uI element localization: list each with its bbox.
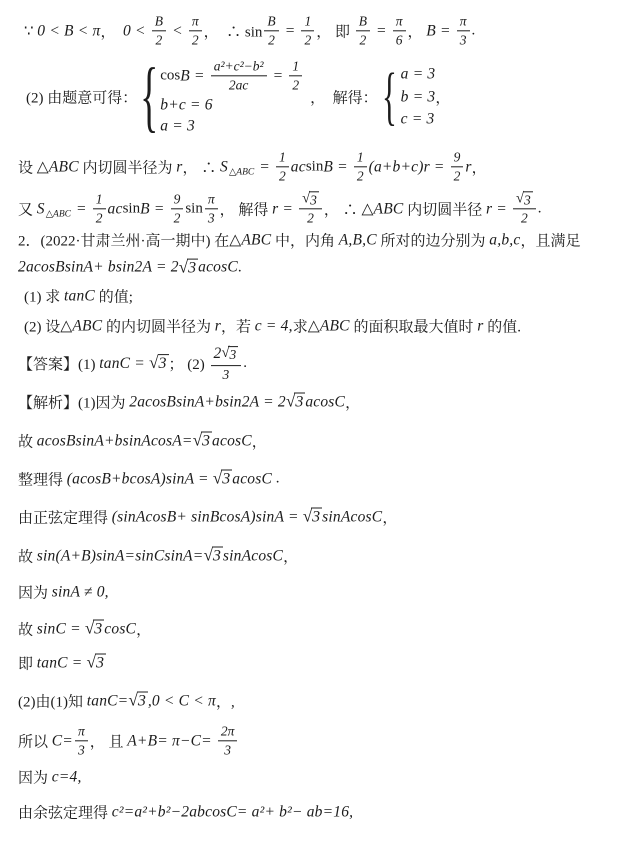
text-run: sin <box>305 158 324 175</box>
content-line <box>18 802 353 823</box>
math-run: S <box>220 158 228 175</box>
math-run: a,b,c <box>489 231 521 248</box>
math-run: acosBsinA+bsinAcosA= <box>36 432 193 449</box>
fraction <box>171 191 184 226</box>
fraction-numerator <box>299 191 322 209</box>
math-run: = <box>371 22 391 39</box>
cases-row <box>160 118 195 136</box>
fraction-numerator: B <box>152 13 166 31</box>
left-brace-glyph: { <box>140 52 159 141</box>
text-run: 内切圆半径 <box>403 202 486 219</box>
math-run: sinAcosC <box>222 547 284 564</box>
cases-rows <box>160 58 304 135</box>
math-run: △ABC <box>36 158 79 176</box>
math-run: ac <box>290 158 306 175</box>
fraction-denominator: 3 <box>459 32 467 48</box>
radicand: 3 <box>96 654 105 672</box>
text-run: 即 <box>18 656 37 673</box>
fraction-numerator: 1 <box>289 58 302 76</box>
fraction-denominator: 3 <box>222 366 230 382</box>
math-run: (acosB+bcosA)sinA = <box>66 470 213 487</box>
math-run: △ABC <box>60 317 103 335</box>
math-run: c=4, <box>51 768 82 785</box>
fraction-denominator: 2 <box>307 210 314 226</box>
radical-sign: √ <box>192 430 203 450</box>
math-run: = <box>280 22 300 39</box>
text-run: ， <box>407 24 427 41</box>
fraction-denominator: 3 <box>224 742 232 758</box>
math-run: ,0 < C < π <box>147 692 216 709</box>
cases-row <box>401 66 436 84</box>
math-run: acosC <box>232 470 273 487</box>
text-run: ， 即 <box>316 24 354 41</box>
text-run: ，若 <box>221 319 255 336</box>
text-run: 故 <box>18 549 37 566</box>
fraction-denominator: 2 <box>359 32 367 48</box>
math-run: r <box>214 317 221 334</box>
text-run: ， 且 <box>89 734 128 751</box>
sqrt <box>87 654 106 673</box>
text-run: 求 <box>292 319 308 336</box>
text-run: ， <box>471 160 487 177</box>
text-run: 故 <box>18 434 37 451</box>
text-run: 故 <box>18 622 37 639</box>
content-line <box>26 52 456 141</box>
fraction <box>152 13 166 48</box>
radical-sign: √ <box>212 468 223 488</box>
math-run: 2 <box>213 345 222 363</box>
text-run: 【解析】(1)因为 <box>18 395 130 412</box>
fraction <box>457 13 470 48</box>
radicand: 3 <box>202 432 211 450</box>
math-run: B = <box>140 200 169 217</box>
radicand: 3 <box>229 347 237 363</box>
cases-group <box>382 61 451 133</box>
math-run: A+B= π−C= <box>127 732 216 749</box>
fraction-numerator: π <box>393 13 406 31</box>
sqrt <box>221 346 238 362</box>
text-run: ， <box>435 90 451 107</box>
cases-row <box>401 111 435 129</box>
fraction <box>189 13 202 48</box>
text-run: . <box>272 470 280 487</box>
math-run: a = 3 <box>160 117 195 135</box>
fraction-numerator: 2π <box>218 723 238 741</box>
sqrt <box>286 393 305 412</box>
math-run: sinC = <box>36 620 85 637</box>
content-line <box>24 316 521 337</box>
sqrt <box>128 692 147 711</box>
text-run: ∵ <box>24 23 38 40</box>
radicand: 3 <box>94 620 103 638</box>
fraction <box>301 13 314 48</box>
content-line <box>18 546 298 567</box>
sqrt <box>203 547 222 566</box>
radicand: 3 <box>295 393 304 411</box>
radicand: 3 <box>310 192 317 208</box>
fraction <box>211 345 242 383</box>
fraction-numerator: 1 <box>93 191 106 209</box>
text-run: . <box>243 355 247 372</box>
radicand: 3 <box>524 192 531 208</box>
content-line <box>18 653 106 674</box>
content-line <box>18 149 487 184</box>
radical-sign: √ <box>203 545 213 565</box>
text-run: 的内切圆半径为 <box>102 319 215 336</box>
fraction-numerator: π <box>189 13 202 31</box>
sqrt <box>193 432 212 451</box>
cases-row <box>401 87 451 108</box>
text-run: ， <box>136 622 152 639</box>
text-run: (1) 求 <box>24 289 64 306</box>
content-line <box>18 723 239 758</box>
text-run: 所对的边分别为 <box>376 233 490 250</box>
fraction-denominator: 2 <box>95 210 103 226</box>
math-run: = <box>268 67 288 84</box>
text-run: 的值; <box>94 289 133 306</box>
math-run: 0 < B < π <box>37 22 101 39</box>
content-line <box>24 286 133 307</box>
math-run: tanC = <box>99 355 150 372</box>
text-run: 设 <box>18 160 37 177</box>
math-run: B = <box>323 158 352 175</box>
math-run: A,B,C <box>338 231 377 248</box>
math-run: acosC <box>198 258 238 276</box>
fraction-numerator: π <box>75 723 88 741</box>
text-run: (2)由(1)知 <box>18 694 87 711</box>
content-line <box>24 13 475 48</box>
cases-brace <box>382 61 398 133</box>
math-run: c²=a²+b²−2abcosC= a²+ b²− ab=16, <box>111 803 354 820</box>
math-run: acosC <box>305 393 346 410</box>
subscript: △ABC <box>228 167 255 178</box>
radicand: 3 <box>312 508 321 526</box>
text-run: (2) 设 <box>24 319 61 336</box>
sqrt <box>302 191 319 207</box>
radical-sign: √ <box>516 190 525 207</box>
radical-sign: √ <box>86 652 97 672</box>
fraction-numerator: π <box>457 13 470 31</box>
math-run: tanC = <box>36 654 87 671</box>
math-run: r <box>176 158 183 175</box>
content-line <box>18 469 280 490</box>
math-run: sin(A+B)sinA=sinCsinA= <box>36 547 204 564</box>
math-run: acosC <box>212 432 252 449</box>
left-brace-glyph: { <box>382 61 398 133</box>
text-run: ，且满足 <box>520 233 581 250</box>
fraction <box>356 13 370 48</box>
math-run: r <box>465 158 472 175</box>
text-run: 的面积取最大值时 <box>349 319 478 336</box>
fraction <box>75 723 88 758</box>
cases-rows <box>401 66 451 129</box>
math-run: r = <box>485 200 511 217</box>
radicand: 3 <box>212 547 221 565</box>
radical-sign: √ <box>128 690 138 710</box>
fraction-denominator: 2 <box>279 168 286 184</box>
content-line <box>18 507 397 528</box>
text-run: 由正弦定理得 <box>18 510 112 527</box>
fraction <box>218 723 238 758</box>
fraction-numerator: 1 <box>301 13 314 31</box>
text-run: 整理得 <box>18 472 67 489</box>
fraction-numerator <box>211 345 242 366</box>
fraction <box>289 58 302 93</box>
fraction-numerator: 1 <box>354 149 367 167</box>
math-run: B = <box>426 22 455 39</box>
fraction-denominator: 2 <box>268 32 275 48</box>
math-run: cosC <box>104 620 137 637</box>
fraction <box>264 13 278 48</box>
text-run: 【答案】(1) <box>18 357 100 374</box>
math-run: r = <box>272 200 298 217</box>
math-run: △ABC <box>307 317 350 335</box>
radical-sign: √ <box>285 391 296 411</box>
radical-sign: √ <box>149 353 159 373</box>
cases-row <box>160 97 212 115</box>
text-run: ，, <box>215 694 235 711</box>
text-run: 内切圆半径为 <box>78 160 177 177</box>
fraction-denominator: 2 <box>304 32 312 48</box>
text-run: (2) 由题意可得： <box>26 90 138 107</box>
radical-sign: √ <box>221 345 230 362</box>
fraction <box>276 149 289 184</box>
text-run: ， <box>345 395 361 412</box>
fraction-denominator: 2 <box>292 77 300 93</box>
content-line <box>18 230 580 251</box>
fraction-numerator: π <box>205 191 218 209</box>
text-run: ， 解得 <box>219 202 273 219</box>
text-run: 的值. <box>483 319 521 336</box>
fraction-numerator <box>513 191 536 209</box>
text-run: ， ∴ <box>182 160 221 177</box>
math-run: 2acosBsinA+bsin2A = 2 <box>129 393 286 410</box>
subscript: △ABC <box>45 209 71 220</box>
math-run: sinA ≠ 0, <box>51 583 109 600</box>
text-run: 因为 <box>18 770 52 787</box>
content-line <box>18 691 235 712</box>
text-run: ， ∴ sin <box>203 24 263 41</box>
fraction-denominator: 2 <box>521 210 528 226</box>
fraction <box>299 191 322 226</box>
math-run: b+c = 6 <box>160 96 213 114</box>
fraction <box>393 13 406 48</box>
text-run: 中，内角 <box>271 233 339 250</box>
math-run: 0 < <box>123 22 150 39</box>
content-line <box>18 619 151 640</box>
math-run: (sinAcosB+ sinBcosA)sinA = <box>111 508 303 525</box>
math-run: 2acosBsinA+ bsin2A = 2 <box>18 258 179 276</box>
math-run: △ABC <box>361 200 404 218</box>
fraction-denominator: 3 <box>207 210 215 226</box>
fraction-numerator: 9 <box>171 191 184 209</box>
fraction-denominator: 2 <box>356 168 364 184</box>
sqrt <box>516 191 533 207</box>
cases-brace <box>140 52 159 141</box>
text-run: ； (2) <box>168 357 209 374</box>
fraction <box>354 149 367 184</box>
fraction-numerator: B <box>264 13 278 31</box>
fraction-denominator: 2 <box>155 32 163 48</box>
math-run: sinAcosC <box>322 508 383 525</box>
radicand: 3 <box>137 692 146 710</box>
cases-group <box>140 52 304 141</box>
fraction-denominator: 2 <box>173 210 181 226</box>
math-run: S <box>36 200 45 217</box>
fraction-denominator: 2ac <box>228 77 249 93</box>
content-line <box>18 191 542 226</box>
text-run: 2．(2022·甘肃兰州·高一期中) 在 <box>18 233 230 250</box>
math-run: tanC <box>64 287 95 304</box>
math-run: = <box>255 158 275 175</box>
math-run: B = <box>180 67 209 84</box>
math-run: b = 3 <box>400 88 436 105</box>
fraction-denominator: 3 <box>77 742 85 758</box>
math-run: r <box>477 317 484 334</box>
fraction-numerator: B <box>356 13 370 31</box>
content-line <box>18 431 267 452</box>
sqrt <box>149 355 168 374</box>
math-run: tanC= <box>86 692 129 709</box>
radical-sign: √ <box>178 257 189 277</box>
fraction-denominator: 6 <box>395 32 403 48</box>
content-line <box>18 345 247 383</box>
radical-sign: √ <box>302 506 313 526</box>
fraction <box>451 149 464 184</box>
sqrt <box>179 259 198 278</box>
radicand: 3 <box>188 259 197 277</box>
text-run: sin <box>185 200 203 217</box>
fraction-numerator: a²+c²−b² <box>211 58 267 76</box>
text-run: 又 <box>18 202 37 219</box>
math-run: ac <box>107 200 123 217</box>
text-run: ， <box>100 24 124 41</box>
math-run: △ABC <box>229 231 272 249</box>
text-run: ， <box>382 510 398 527</box>
math-run: = <box>71 200 91 217</box>
fraction-denominator: 2 <box>191 32 199 48</box>
math-run: C= <box>51 732 73 749</box>
math-run: a = 3 <box>400 65 436 83</box>
sqrt <box>213 470 232 489</box>
text-run: ， 解得： <box>310 90 378 107</box>
fraction-numerator: 9 <box>451 149 464 167</box>
text-run: ， <box>283 549 299 566</box>
radical-sign: √ <box>302 190 311 207</box>
text-run: . <box>471 22 476 39</box>
content-line <box>18 259 242 278</box>
fraction <box>211 58 267 93</box>
text-run: 由余弦定理得 <box>18 805 112 822</box>
math-run: (a+b+c)r = <box>368 158 449 175</box>
math-run: c = 4, <box>254 317 293 334</box>
sqrt <box>85 620 104 639</box>
text-run: . <box>537 200 542 217</box>
math-run: c = 3 <box>400 110 435 128</box>
sqrt <box>303 508 322 527</box>
fraction <box>513 191 536 226</box>
text-run: ， <box>251 434 267 451</box>
content-line <box>18 767 82 788</box>
radical-sign: √ <box>84 618 95 638</box>
math-run: < <box>168 22 187 39</box>
text-run: 所以 <box>18 734 52 751</box>
cases-row <box>160 58 304 93</box>
text-run: . <box>237 259 242 276</box>
text-run: sin <box>122 200 141 217</box>
fraction-numerator: 1 <box>276 149 289 167</box>
content-line <box>18 582 109 603</box>
content-line <box>18 392 360 413</box>
text-run: 因为 <box>18 585 52 602</box>
text-run: ， ∴ <box>323 202 362 219</box>
text-run: cos <box>160 67 181 84</box>
radicand: 3 <box>158 355 167 373</box>
fraction <box>205 191 218 226</box>
fraction <box>93 191 106 226</box>
fraction-denominator: 2 <box>453 168 461 184</box>
radicand: 3 <box>222 470 231 488</box>
